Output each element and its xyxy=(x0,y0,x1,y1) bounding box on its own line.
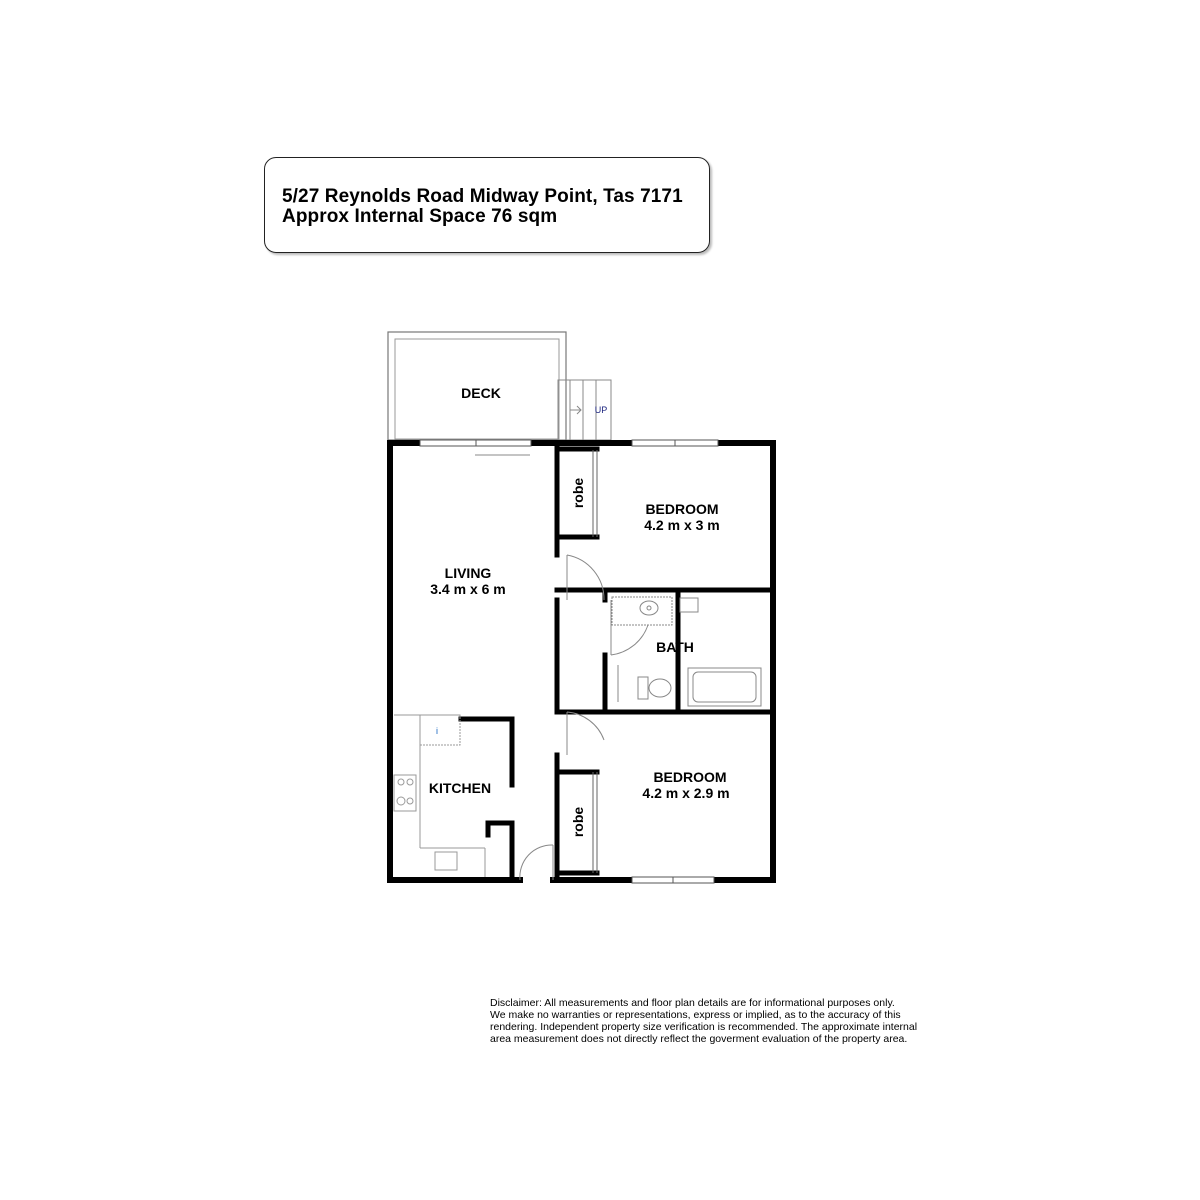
bedroom2-size: 4.2 m x 2.9 m xyxy=(642,785,730,801)
living-size: 3.4 m x 6 m xyxy=(430,581,506,597)
robe1-label: robe xyxy=(570,477,586,509)
stairs-up-label: UP xyxy=(594,405,608,415)
fridge-mark: i xyxy=(436,726,438,736)
kitchen-label: KITCHEN xyxy=(428,780,492,796)
living-label: LIVING xyxy=(444,565,492,581)
robe2-label: robe xyxy=(570,806,586,838)
bedroom2-label: BEDROOM xyxy=(653,769,727,785)
robe-doors xyxy=(593,450,597,873)
internal-area: Approx Internal Space 76 sqm xyxy=(282,206,558,227)
kitchen-fixtures xyxy=(394,715,485,877)
disclaimer-text: Disclaimer: All measurements and floor plan details are for informational purposes only. We make no warranties or representations, express or implied, as to the accuracy of this rendering. Independent property size verification is recommended. The approximate internal area measurement does not directly reflect the goverment evaluation of the property area. xyxy=(490,997,918,1045)
bedroom1-size: 4.2 m x 3 m xyxy=(644,517,720,533)
deck-label: DECK xyxy=(461,385,501,401)
property-address: 5/27 Reynolds Road Midway Point, Tas 7171 xyxy=(282,186,683,207)
bedroom1-label: BEDROOM xyxy=(645,501,719,517)
bath-label: BATH xyxy=(656,639,694,655)
interior-walls xyxy=(461,443,773,880)
